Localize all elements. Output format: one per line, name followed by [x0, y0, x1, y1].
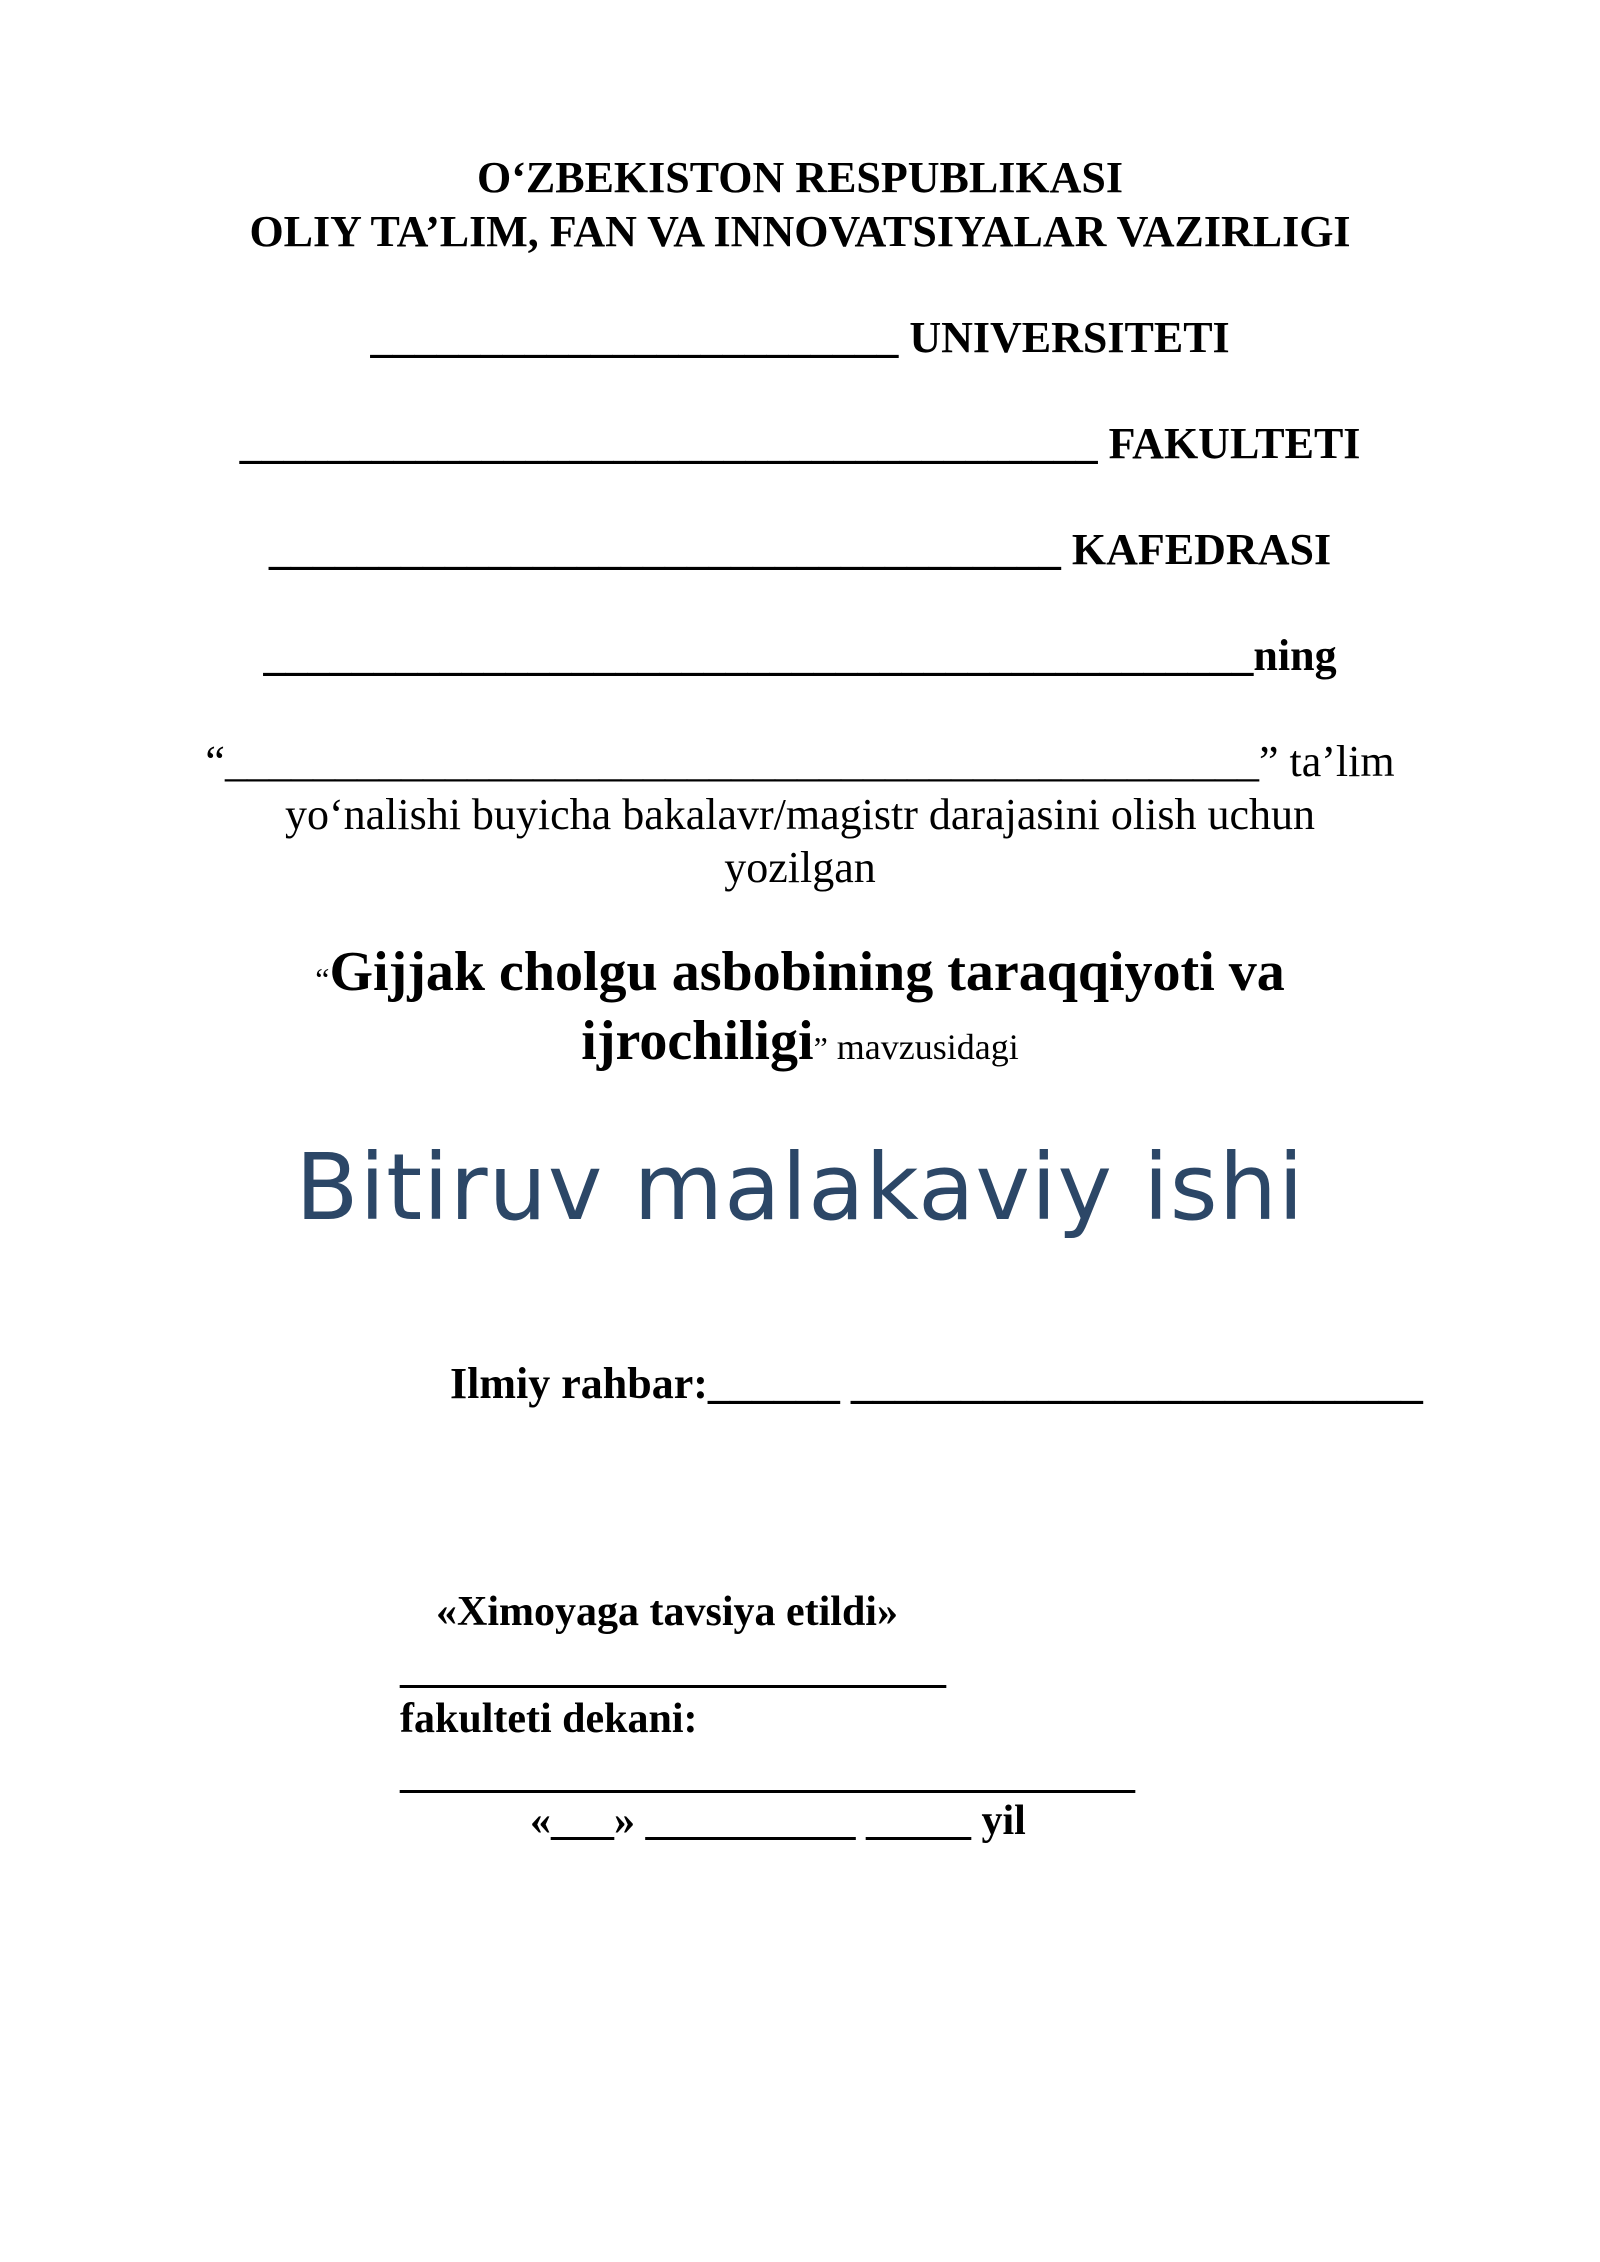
supervisor-field: Ilmiy rahbar:______ __________________________: [450, 1359, 1423, 1408]
student-name-field: _____________________________________________ning: [263, 631, 1337, 680]
topic-text-1: Gijjak cholgu asbobining taraqqiyoti va: [329, 941, 1285, 1003]
document-title: Bitiruv malakaviy ishi: [295, 1134, 1305, 1241]
dean-faculty-blank: __________________________: [400, 1646, 946, 1692]
dean-label: fakulteti dekani:: [400, 1696, 698, 1742]
recommended-for-defense: «Ximoyaga tavsiya etildi»: [436, 1589, 898, 1635]
faculty-field: _______________________________________ FAKULTETI: [239, 419, 1361, 468]
direction-line-3: yozilgan: [724, 843, 876, 892]
topic-close-quote: ”: [813, 1030, 828, 1066]
department-field: ____________________________________ KAFEDRASI: [268, 525, 1332, 574]
thesis-topic-line-1: [0, 941, 1600, 1003]
dean-signature-blank: ___________________________________: [400, 1751, 1135, 1797]
thesis-topic-line-2: [0, 1010, 1600, 1072]
direction-line-2: yo‘nalishi buyicha bakalavr/magistr darajasini olish uchun: [284, 790, 1316, 839]
university-field: ________________________ UNIVERSITETI: [370, 313, 1230, 362]
ministry-name-line: OLIY TA’LIM, FAN VA INNOVATSIYALAR VAZIRLIGI: [249, 207, 1351, 256]
approval-date-field: «___» __________ _____ yil: [530, 1798, 1026, 1844]
topic-open-quote: “: [315, 961, 330, 997]
topic-text-2: ijrochiligi: [581, 1010, 814, 1072]
direction-line-1: “_______________________________________________” ta’lim: [205, 737, 1395, 786]
topic-suffix: mavzusidagi: [827, 1027, 1019, 1067]
ministry-country-line: O‘ZBEKISTON RESPUBLIKASI: [477, 153, 1123, 202]
